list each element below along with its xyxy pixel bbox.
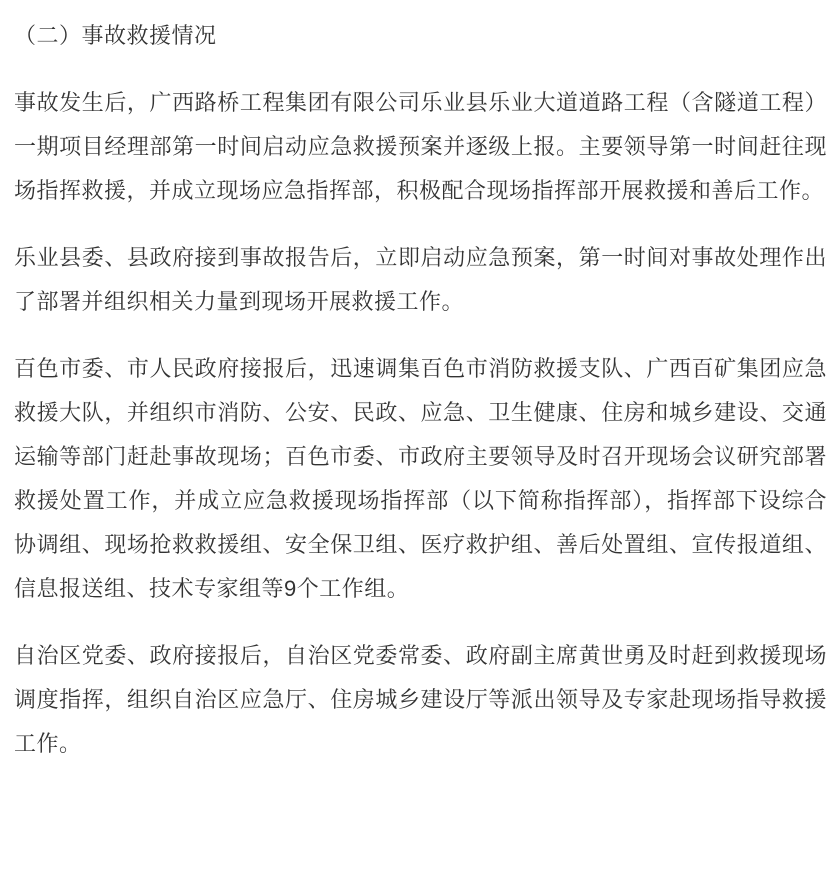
section-heading: （二）事故救援情况 <box>14 23 217 48</box>
paragraph-city-response: 百色市委、市人民政府接报后，迅速调集百色市消防救援支队、广西百矿集团应急救援大队，并组织市消防、公安、民政、应急、卫生健康、住房和城乡建设、交通运输等部门赶赴事故现场；百色市委、市政府主要领导及时召开现场会议研究部署救援处置工作，并成立应急救援现场指挥部（以下简称指挥部），指挥部下设综合协调组、现场抢救救援组、安全保卫组、医疗救护组、善后处置组、宣传报道组、信息报送组、技术专家组等9个工作组。 <box>14 356 827 601</box>
paragraph-county-response: 乐业县委、县政府接到事故报告后，立即启动应急预案，第一时间对事故处理作出了部署并组织相关力量到现场开展救援工作。 <box>14 245 827 314</box>
paragraph-project-response: 事故发生后，广西路桥工程集团有限公司乐业县乐业大道道路工程（含隧道工程）一期项目经理部第一时间启动应急救援预案并逐级上报。主要领导第一时间赶往现场指挥救援，并成立现场应急指挥部，积极配合现场指挥部开展救援和善后工作。 <box>14 90 827 203</box>
paragraph-region-response: 自治区党委、政府接报后，自治区党委常委、政府副主席黄世勇及时赶到救援现场调度指挥，组织自治区应急厅、住房城乡建设厅等派出领导及专家赴现场指导救援工作。 <box>14 643 827 756</box>
